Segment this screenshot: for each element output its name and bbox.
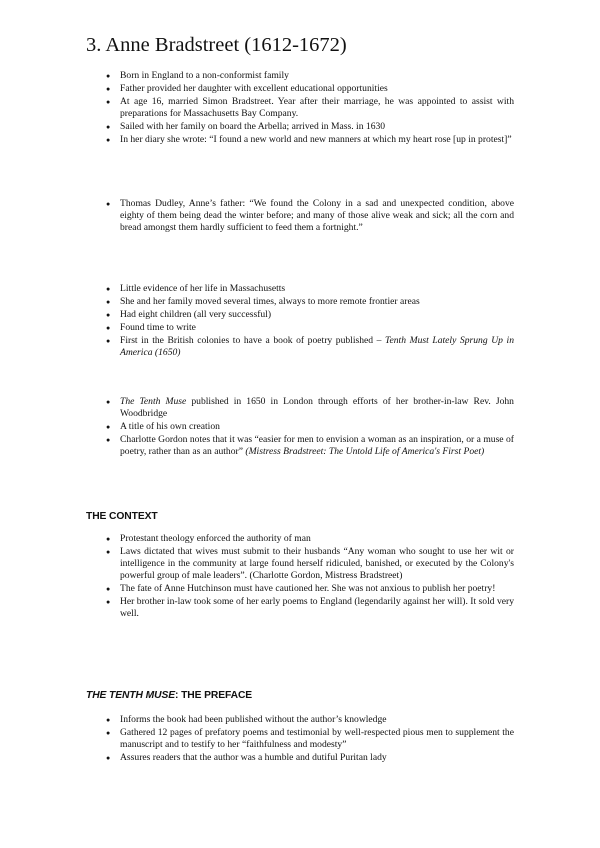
list-item: ● Found time to write: [0, 322, 514, 334]
list-item: ● Born in England to a non-conformist family: [0, 70, 514, 82]
context-heading: THE CONTEXT: [86, 511, 158, 522]
page-title: 3. Anne Bradstreet (1612-1672): [86, 34, 347, 56]
preface-heading-rest: : THE PREFACE: [175, 690, 253, 701]
list-item: ● She and her family moved several times, always to more remote frontier areas: [0, 296, 514, 308]
list-item: ● Had eight children (all very successful): [0, 309, 514, 321]
list-item: ● The fate of Anne Hutchinson must have cautioned her. She was not anxious to publish her poetry!: [0, 583, 514, 595]
context-list: [0, 533, 600, 621]
preface-list: [0, 714, 600, 765]
list-item: ● Protestant theology enforced the authority of man: [0, 533, 514, 545]
book-title: Tenth Must Lately Sprung Up in America (1650): [120, 335, 514, 358]
list-item: [0, 335, 514, 359]
citation: (Mistress Bradstreet: The Untold Life of America's First Poet): [245, 446, 485, 457]
list-item: ● Little evidence of her life in Massachusetts: [0, 283, 514, 295]
list-item: ● Assures readers that the author was a humble and dutiful Puritan lady: [0, 752, 514, 764]
list-item: ● Father provided her daughter with excellent educational opportunities: [0, 83, 514, 95]
book-title: The Tenth Muse: [120, 396, 187, 407]
list-item: ● Sailed with her family on board the Arbella; arrived in Mass. in 1630: [0, 121, 514, 133]
list-item: ● Thomas Dudley, Anne’s father: “We found the Colony in a sad and unexpected condition, above eighty of them being dead the winter before; and many of those alive weak and sick; all the corn and bread amongst them hardly sufficient to feed them a fortnight.”: [0, 198, 514, 234]
list-item: ● At age 16, married Simon Bradstreet. Year after their marriage, he was appointed to assist with preparations for Massachusetts Bay Company.: [0, 96, 514, 120]
list-item: ● Her brother in-law took some of her early poems to England (legendarily against her will). It sold very well.: [0, 596, 514, 620]
list-item: ● A title of his own creation: [0, 421, 514, 433]
massachusetts-life-list: [0, 283, 600, 360]
item-text: Charlotte Gordon notes that it was “easier for men to envision a woman as an inspiration, or a muse of poetry, rather than as an author”: [120, 434, 514, 457]
list-item: ● In her diary she wrote: “I found a new world and new manners at which my heart rose [up in protest]”: [0, 134, 514, 146]
item-text: published in 1650 in London through efforts of her brother-in-law Rev. John Woodbridge: [120, 396, 514, 419]
list-item: ● Informs the book had been published without the author’s knowledge: [0, 714, 514, 726]
tenth-muse-list: [0, 396, 600, 459]
preface-heading: [86, 690, 252, 701]
list-item: ● Gathered 12 pages of prefatory poems and testimonial by well-respected pious men to supplement the manuscript and to testify to her “faithfulness and modesty”: [0, 727, 514, 751]
father-quote-list: [0, 198, 600, 235]
list-item: ● Laws dictated that wives must submit to their husbands “Any woman who sought to use her wit or intelligence in the community at large found herself ridiculed, banished, or executed by the Colony's powerful group of male leaders”. (Charlotte Gordon, Mistress Bradstreet): [0, 546, 514, 582]
item-text: First in the British colonies to have a book of poetry published –: [120, 335, 386, 346]
bio-list: [0, 70, 600, 147]
preface-heading-title: THE TENTH MUSE: [86, 690, 175, 701]
list-item: [0, 396, 514, 420]
list-item: [0, 434, 514, 458]
